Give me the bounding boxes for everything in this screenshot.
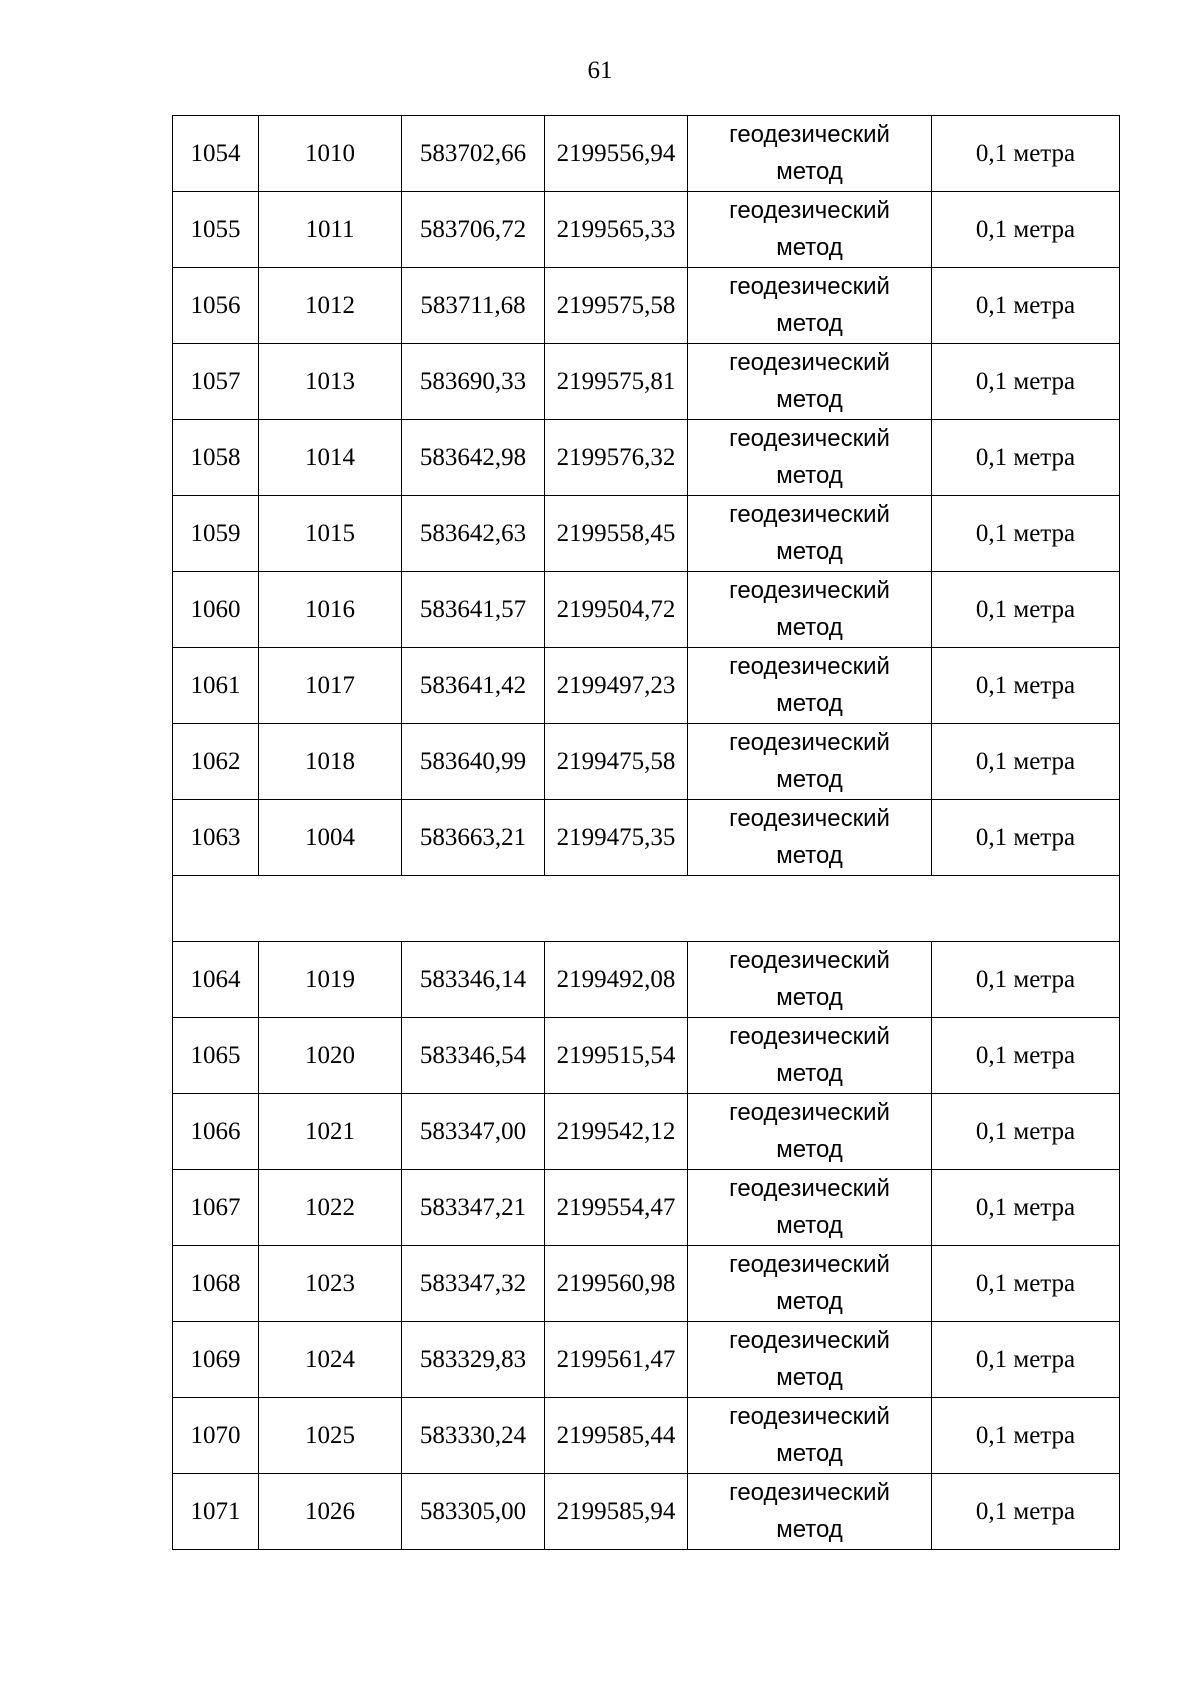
- accuracy-cell: 0,1 метра: [932, 420, 1120, 496]
- row-number-cell: 1061: [173, 648, 259, 724]
- row-number-cell: 1058: [173, 420, 259, 496]
- row-number-cell: 1055: [173, 192, 259, 268]
- x-coordinate-cell: 583706,72: [402, 192, 545, 268]
- group-separator-cell: [173, 876, 1120, 942]
- point-number-cell: 1010: [259, 116, 402, 192]
- method-line-2: метод: [776, 1287, 843, 1315]
- table-row: [173, 724, 1120, 800]
- method-cell: [688, 192, 932, 268]
- method-line-2: метод: [776, 1439, 843, 1467]
- x-coordinate-cell: 583346,14: [402, 942, 545, 1018]
- method-cell: [688, 942, 932, 1018]
- y-coordinate-cell: 2199554,47: [545, 1170, 688, 1246]
- y-coordinate-cell: 2199561,47: [545, 1322, 688, 1398]
- x-coordinate-cell: 583642,98: [402, 420, 545, 496]
- x-coordinate-cell: 583347,00: [402, 1094, 545, 1170]
- method-cell: [688, 344, 932, 420]
- method-line-1: геодезический: [729, 424, 890, 452]
- accuracy-cell: 0,1 метра: [932, 496, 1120, 572]
- method-cell: [688, 1094, 932, 1170]
- y-coordinate-cell: 2199585,44: [545, 1398, 688, 1474]
- method-cell: [688, 648, 932, 724]
- table-row: [173, 1322, 1120, 1398]
- x-coordinate-cell: 583663,21: [402, 800, 545, 876]
- method-line-1: геодезический: [729, 500, 890, 528]
- x-coordinate-cell: 583711,68: [402, 268, 545, 344]
- point-number-cell: 1023: [259, 1246, 402, 1322]
- coordinates-table: [172, 115, 1120, 1550]
- x-coordinate-cell: 583329,83: [402, 1322, 545, 1398]
- y-coordinate-cell: 2199504,72: [545, 572, 688, 648]
- method-line-2: метод: [776, 1211, 843, 1239]
- method-cell: [688, 496, 932, 572]
- x-coordinate-cell: 583346,54: [402, 1018, 545, 1094]
- y-coordinate-cell: 2199542,12: [545, 1094, 688, 1170]
- point-number-cell: 1021: [259, 1094, 402, 1170]
- accuracy-cell: 0,1 метра: [932, 1094, 1120, 1170]
- y-coordinate-cell: 2199575,81: [545, 344, 688, 420]
- method-cell: [688, 1322, 932, 1398]
- x-coordinate-cell: 583690,33: [402, 344, 545, 420]
- method-line-1: геодезический: [729, 1250, 890, 1278]
- point-number-cell: 1018: [259, 724, 402, 800]
- point-number-cell: 1011: [259, 192, 402, 268]
- x-coordinate-cell: 583640,99: [402, 724, 545, 800]
- y-coordinate-cell: 2199492,08: [545, 942, 688, 1018]
- x-coordinate-cell: 583305,00: [402, 1474, 545, 1550]
- method-line-1: геодезический: [729, 1478, 890, 1506]
- table-row: [173, 496, 1120, 572]
- method-line-2: метод: [776, 309, 843, 337]
- method-line-2: метод: [776, 1059, 843, 1087]
- y-coordinate-cell: 2199475,35: [545, 800, 688, 876]
- method-cell: [688, 420, 932, 496]
- method-line-2: метод: [776, 385, 843, 413]
- point-number-cell: 1024: [259, 1322, 402, 1398]
- method-line-2: метод: [776, 1515, 843, 1543]
- table-row: [173, 1398, 1120, 1474]
- page-number: 61: [587, 57, 613, 84]
- method-line-1: геодезический: [729, 1174, 890, 1202]
- method-line-1: геодезический: [729, 120, 890, 148]
- accuracy-cell: 0,1 метра: [932, 942, 1120, 1018]
- point-number-cell: 1014: [259, 420, 402, 496]
- y-coordinate-cell: 2199475,58: [545, 724, 688, 800]
- method-line-1: геодезический: [729, 196, 890, 224]
- row-number-cell: 1064: [173, 942, 259, 1018]
- row-number-cell: 1067: [173, 1170, 259, 1246]
- accuracy-cell: 0,1 метра: [932, 724, 1120, 800]
- point-number-cell: 1015: [259, 496, 402, 572]
- method-line-2: метод: [776, 1135, 843, 1163]
- accuracy-cell: 0,1 метра: [932, 268, 1120, 344]
- x-coordinate-cell: 583702,66: [402, 116, 545, 192]
- method-line-1: геодезический: [729, 576, 890, 604]
- x-coordinate-cell: 583330,24: [402, 1398, 545, 1474]
- table-row: [173, 1474, 1120, 1550]
- point-number-cell: 1012: [259, 268, 402, 344]
- table-row: [173, 1018, 1120, 1094]
- method-line-2: метод: [776, 841, 843, 869]
- accuracy-cell: 0,1 метра: [932, 116, 1120, 192]
- table-row: [173, 1170, 1120, 1246]
- point-number-cell: 1026: [259, 1474, 402, 1550]
- point-number-cell: 1025: [259, 1398, 402, 1474]
- table-row: [173, 1094, 1120, 1170]
- method-line-1: геодезический: [729, 1402, 890, 1430]
- table-row: [173, 648, 1120, 724]
- x-coordinate-cell: 583347,21: [402, 1170, 545, 1246]
- row-number-cell: 1060: [173, 572, 259, 648]
- table-row: [173, 192, 1120, 268]
- x-coordinate-cell: 583641,42: [402, 648, 545, 724]
- method-line-2: метод: [776, 983, 843, 1011]
- row-number-cell: 1054: [173, 116, 259, 192]
- method-line-1: геодезический: [729, 728, 890, 756]
- row-number-cell: 1066: [173, 1094, 259, 1170]
- accuracy-cell: 0,1 метра: [932, 1322, 1120, 1398]
- row-number-cell: 1068: [173, 1246, 259, 1322]
- method-line-1: геодезический: [729, 1098, 890, 1126]
- method-line-1: геодезический: [729, 946, 890, 974]
- method-line-2: метод: [776, 461, 843, 489]
- method-line-1: геодезический: [729, 348, 890, 376]
- method-line-2: метод: [776, 537, 843, 565]
- y-coordinate-cell: 2199515,54: [545, 1018, 688, 1094]
- table-row: [173, 1246, 1120, 1322]
- x-coordinate-cell: 583642,63: [402, 496, 545, 572]
- method-line-1: геодезический: [729, 804, 890, 832]
- method-cell: [688, 572, 932, 648]
- method-line-1: геодезический: [729, 652, 890, 680]
- method-cell: [688, 268, 932, 344]
- point-number-cell: 1016: [259, 572, 402, 648]
- method-line-1: геодезический: [729, 1022, 890, 1050]
- y-coordinate-cell: 2199585,94: [545, 1474, 688, 1550]
- table-row: [173, 344, 1120, 420]
- accuracy-cell: 0,1 метра: [932, 572, 1120, 648]
- y-coordinate-cell: 2199558,45: [545, 496, 688, 572]
- method-cell: [688, 800, 932, 876]
- accuracy-cell: 0,1 метра: [932, 1018, 1120, 1094]
- method-line-2: метод: [776, 689, 843, 717]
- row-number-cell: 1070: [173, 1398, 259, 1474]
- x-coordinate-cell: 583641,57: [402, 572, 545, 648]
- row-number-cell: 1069: [173, 1322, 259, 1398]
- accuracy-cell: 0,1 метра: [932, 192, 1120, 268]
- table-row: [173, 800, 1120, 876]
- y-coordinate-cell: 2199556,94: [545, 116, 688, 192]
- accuracy-cell: 0,1 метра: [932, 1246, 1120, 1322]
- point-number-cell: 1019: [259, 942, 402, 1018]
- row-number-cell: 1065: [173, 1018, 259, 1094]
- point-number-cell: 1017: [259, 648, 402, 724]
- method-cell: [688, 1170, 932, 1246]
- method-line-2: метод: [776, 233, 843, 261]
- y-coordinate-cell: 2199576,32: [545, 420, 688, 496]
- accuracy-cell: 0,1 метра: [932, 1170, 1120, 1246]
- method-line-1: геодезический: [729, 272, 890, 300]
- method-line-2: метод: [776, 157, 843, 185]
- y-coordinate-cell: 2199565,33: [545, 192, 688, 268]
- point-number-cell: 1020: [259, 1018, 402, 1094]
- accuracy-cell: 0,1 метра: [932, 800, 1120, 876]
- accuracy-cell: 0,1 метра: [932, 648, 1120, 724]
- x-coordinate-cell: 583347,32: [402, 1246, 545, 1322]
- row-number-cell: 1063: [173, 800, 259, 876]
- method-cell: [688, 724, 932, 800]
- method-line-2: метод: [776, 1363, 843, 1391]
- method-cell: [688, 1246, 932, 1322]
- row-number-cell: 1059: [173, 496, 259, 572]
- method-cell: [688, 1398, 932, 1474]
- accuracy-cell: 0,1 метра: [932, 1398, 1120, 1474]
- row-number-cell: 1062: [173, 724, 259, 800]
- group-separator-row: [173, 876, 1120, 942]
- table-row: [173, 268, 1120, 344]
- row-number-cell: 1056: [173, 268, 259, 344]
- accuracy-cell: 0,1 метра: [932, 1474, 1120, 1550]
- table-row: [173, 116, 1120, 192]
- table-row: [173, 572, 1120, 648]
- row-number-cell: 1057: [173, 344, 259, 420]
- method-line-1: геодезический: [729, 1326, 890, 1354]
- method-line-2: метод: [776, 613, 843, 641]
- table-row: [173, 942, 1120, 1018]
- y-coordinate-cell: 2199575,58: [545, 268, 688, 344]
- method-cell: [688, 116, 932, 192]
- method-line-2: метод: [776, 765, 843, 793]
- y-coordinate-cell: 2199497,23: [545, 648, 688, 724]
- table-row: [173, 420, 1120, 496]
- y-coordinate-cell: 2199560,98: [545, 1246, 688, 1322]
- point-number-cell: 1013: [259, 344, 402, 420]
- point-number-cell: 1004: [259, 800, 402, 876]
- accuracy-cell: 0,1 метра: [932, 344, 1120, 420]
- method-cell: [688, 1474, 932, 1550]
- point-number-cell: 1022: [259, 1170, 402, 1246]
- coordinates-table-body: [173, 116, 1120, 1550]
- row-number-cell: 1071: [173, 1474, 259, 1550]
- method-cell: [688, 1018, 932, 1094]
